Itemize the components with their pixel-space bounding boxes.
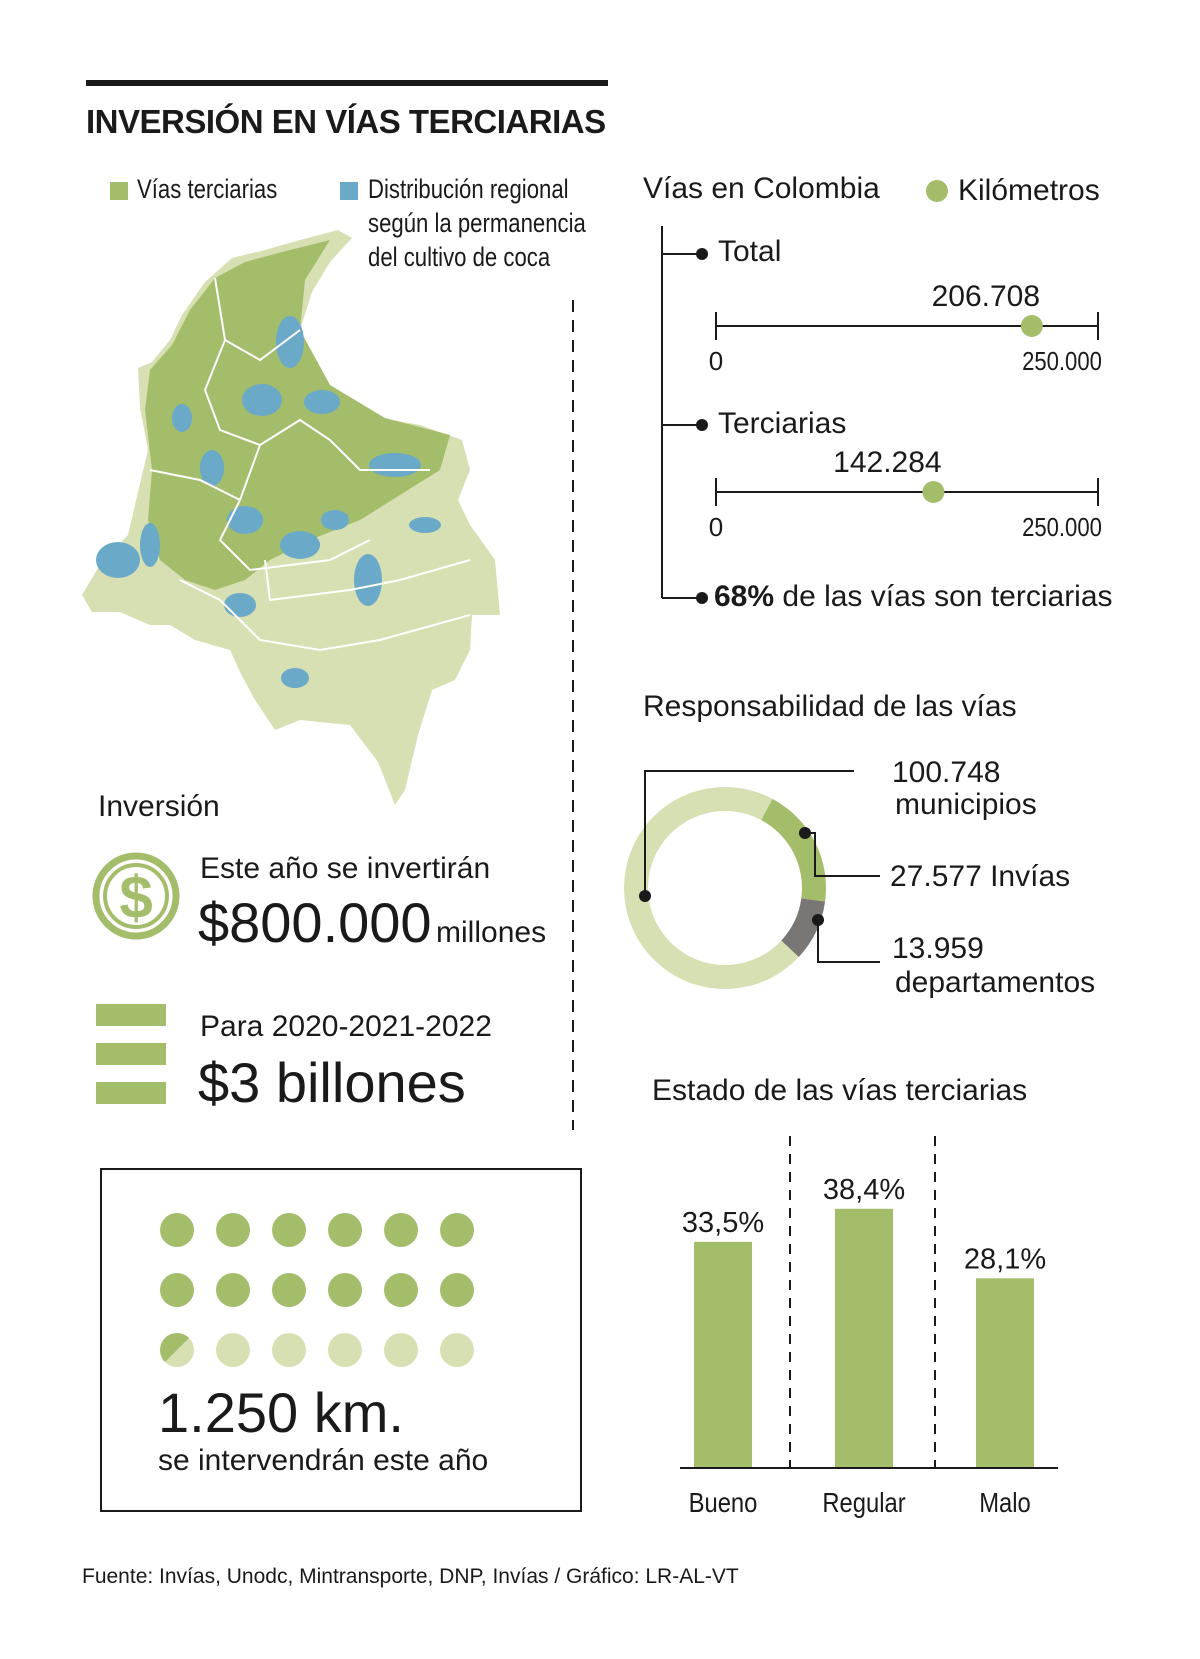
legend-distribucion-line2: según la permanencia xyxy=(368,208,586,238)
bar-bueno xyxy=(694,1242,752,1468)
pct-marker xyxy=(696,592,708,604)
inversion-heading: Inversión xyxy=(98,790,220,823)
bar-category-label: Regular xyxy=(822,1486,906,1519)
colombia-map xyxy=(0,0,600,820)
inversion-amount2: $3 billones xyxy=(198,1051,466,1114)
terciarias-scale-min: 0 xyxy=(708,512,724,542)
km-dot xyxy=(384,1213,418,1247)
km-dot xyxy=(216,1213,250,1247)
bars-icon-1 xyxy=(96,1004,166,1026)
inversion-unit: millones xyxy=(436,916,547,949)
page-title: INVERSIÓN EN VÍAS TERCIARIAS xyxy=(86,103,606,140)
km-dot xyxy=(328,1213,362,1247)
inversion-amount-row xyxy=(198,890,546,955)
bar-category-label: Bueno xyxy=(688,1486,758,1519)
bar-category-label: Malo xyxy=(979,1486,1031,1519)
donut-chart xyxy=(600,740,900,1000)
km-dot xyxy=(440,1273,474,1307)
km-dot xyxy=(272,1333,306,1367)
terciarias-label: Terciarias xyxy=(718,407,847,440)
legend-vias-terciarias: Vías terciarias xyxy=(137,174,278,204)
municipios-value: 100.748 xyxy=(892,756,1001,789)
total-scale-min: 0 xyxy=(708,346,724,376)
inversion-line1: Este año se invertirán xyxy=(200,852,491,885)
bars-icon-3 xyxy=(96,1082,166,1104)
pct-value: 68% xyxy=(714,580,775,613)
departamentos-label: departamentos xyxy=(895,966,1096,999)
section-divider xyxy=(570,300,576,1130)
vias-colombia-heading: Vías en Colombia xyxy=(643,172,880,205)
bar-regular xyxy=(835,1209,893,1468)
dot-range-chart xyxy=(600,200,1200,630)
km-dot xyxy=(384,1333,418,1367)
bar-value-label: 33,5% xyxy=(681,1206,765,1239)
bar-value-label: 28,1% xyxy=(963,1243,1047,1276)
source-note: Fuente: Invías, Unodc, Mintransporte, DNP, Invías / Gráfico: LR-AL-VT xyxy=(82,1565,739,1588)
terciarias-marker xyxy=(696,419,708,431)
km-text: se intervendrán este año xyxy=(158,1444,489,1477)
km-pictogram xyxy=(150,1210,490,1390)
km-dot xyxy=(160,1273,194,1307)
total-marker xyxy=(696,248,708,260)
km-dot xyxy=(160,1213,194,1247)
svg-text:$: $ xyxy=(119,864,153,931)
km-dot xyxy=(216,1333,250,1367)
bar-malo xyxy=(976,1278,1034,1468)
bar-chart xyxy=(600,1120,1200,1540)
total-scale-max: 250.000 xyxy=(1022,347,1102,377)
bars-icon-2 xyxy=(96,1043,166,1065)
km-dot xyxy=(328,1333,362,1367)
legend-distribucion-line1: Distribución regional xyxy=(368,174,569,204)
km-dot xyxy=(440,1213,474,1247)
legend-kilometros-label: Kilómetros xyxy=(958,174,1100,207)
legend-kilometros-dot xyxy=(926,180,948,202)
km-value: 1.250 km. xyxy=(158,1381,404,1444)
pct-text: de las vías son terciarias xyxy=(774,580,1113,613)
pct-terciarias-note xyxy=(714,580,1113,614)
total-value-dot xyxy=(1021,315,1043,337)
inversion-line2: Para 2020-2021-2022 xyxy=(200,1010,492,1043)
estado-heading: Estado de las vías terciarias xyxy=(652,1074,1028,1107)
responsabilidad-heading: Responsabilidad de las vías xyxy=(643,690,1017,723)
invias-label: 27.577 Invías xyxy=(890,860,1071,893)
inversion-amount: $800.000 xyxy=(198,891,432,954)
dollar-coin-icon xyxy=(92,852,180,940)
km-dot xyxy=(328,1273,362,1307)
total-value-label: 206.708 xyxy=(931,280,1041,313)
terciarias-value-dot xyxy=(922,481,944,503)
donut-slice-invías xyxy=(761,799,826,902)
bar-value-label: 38,4% xyxy=(822,1173,906,1206)
km-dot xyxy=(216,1273,250,1307)
terciarias-scale-max: 250.000 xyxy=(1022,513,1102,543)
municipios-label: municipios xyxy=(895,788,1037,821)
terciarias-value-label: 142.284 xyxy=(833,446,942,479)
km-dot xyxy=(384,1273,418,1307)
km-dot xyxy=(272,1273,306,1307)
legend-distribucion-line3: del cultivo de coca xyxy=(368,242,551,272)
km-dot xyxy=(440,1333,474,1367)
total-label: Total xyxy=(718,235,782,268)
departamentos-value: 13.959 xyxy=(892,932,984,965)
km-dot xyxy=(272,1213,306,1247)
